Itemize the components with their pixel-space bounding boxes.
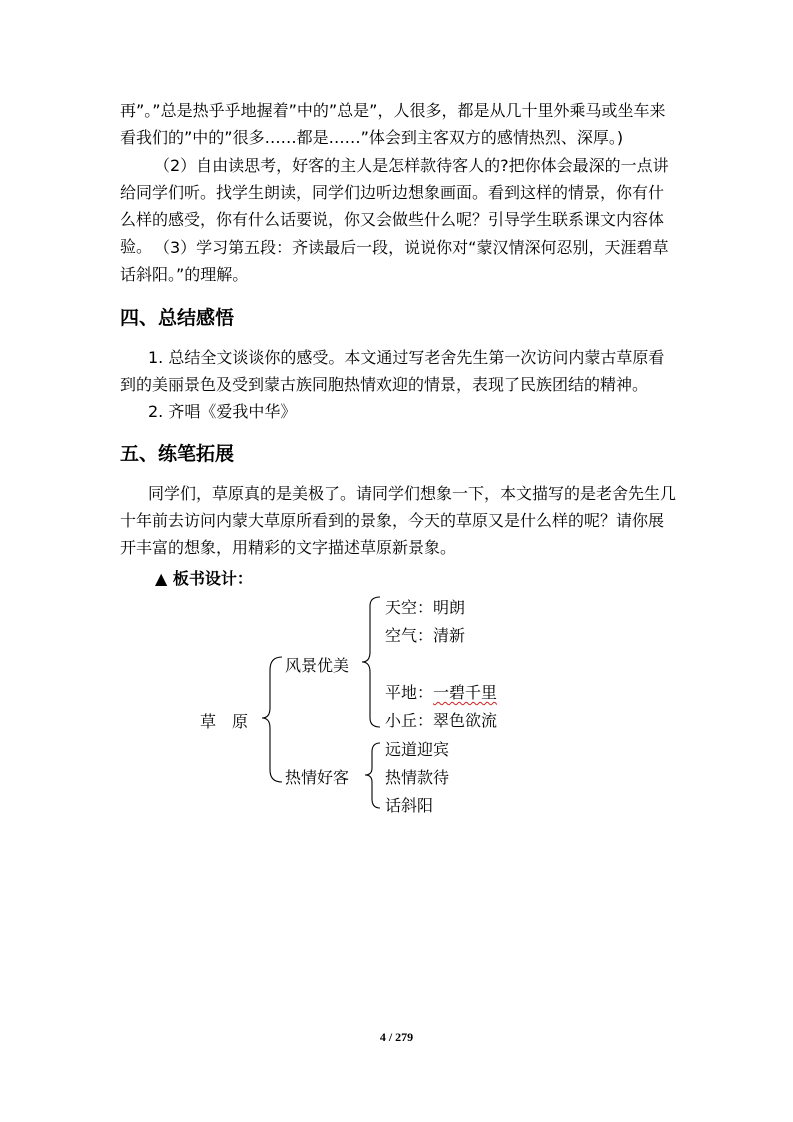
board-item-sunset: 话斜阳 xyxy=(385,796,434,815)
paragraph-3: （3）学习第五段：齐读最后一段，说说你对“蒙汉情深何忍别，天涯碧草话斜阳。”的理解。 xyxy=(120,238,669,284)
hospitality-brace xyxy=(365,743,380,808)
root-brace xyxy=(262,657,282,782)
scenery-upper-brace xyxy=(362,597,380,672)
section-5-paragraph: 同学们，草原真的是美极了。请同学们想象一下，本文描写的是老舍先生几十年前去访问内蒙大草原所看到的景象，今天的草原又是什么样的呢？请你展开丰富的想象，用精彩的文字描述草原新景象。 xyxy=(120,484,677,557)
paragraph-continued: 再”。”总是热乎乎地握着”中的”总是”，人很多，都是从几十里外乘马或坐车来看我们的”中的”很多……都是……”体会到主客双方的感情热烈、深厚。) xyxy=(120,101,666,147)
board-branch-scenery: 风景优美 xyxy=(285,656,350,675)
board-item-sky: 天空：明朗 xyxy=(385,598,466,617)
section-4-title: 四、总结感悟 xyxy=(120,307,235,329)
section-5-title: 五、练笔拓展 xyxy=(120,443,235,465)
section-4-item-2: 2. 齐唱《爱我中华》 xyxy=(148,402,297,421)
paragraph-2: （2）自由读思考，好客的主人是怎样款待客人的?把你体会最深的一点讲给同学们听。找学生朗读，同学们边听边想象画面。看到这样的情景，你有什么样的感受，你有什么话要说，你又会做些什么呢？引导学生联系课文内容体验。 xyxy=(120,156,669,256)
board-item-entertain: 热情款待 xyxy=(385,768,450,787)
board-branch-hospitality: 热情好客 xyxy=(285,768,350,787)
board-item-welcome: 远道迎宾 xyxy=(385,740,450,759)
scenery-lower-brace xyxy=(370,672,380,727)
board-item-plain-value: 一碧千里 xyxy=(433,683,498,702)
board-item-plain xyxy=(385,680,497,703)
board-design-heading: ▲ 板书设计： xyxy=(155,569,253,588)
page-number: 4 / 279 xyxy=(379,1030,414,1044)
board-item-plain-label: 平地： xyxy=(385,683,434,702)
board-root-label: 草 原 xyxy=(200,712,249,731)
board-item-air: 空气：清新 xyxy=(385,626,466,645)
section-4-item-1: 1. 总结全文谈谈你的感受。本文通过写老舍先生第一次访问内蒙古草原看到的美丽景色及受到蒙古族同胞热情欢迎的情景，表现了民族团结的精神。 xyxy=(120,348,665,394)
board-item-hill: 小丘：翠色欲流 xyxy=(385,711,498,730)
